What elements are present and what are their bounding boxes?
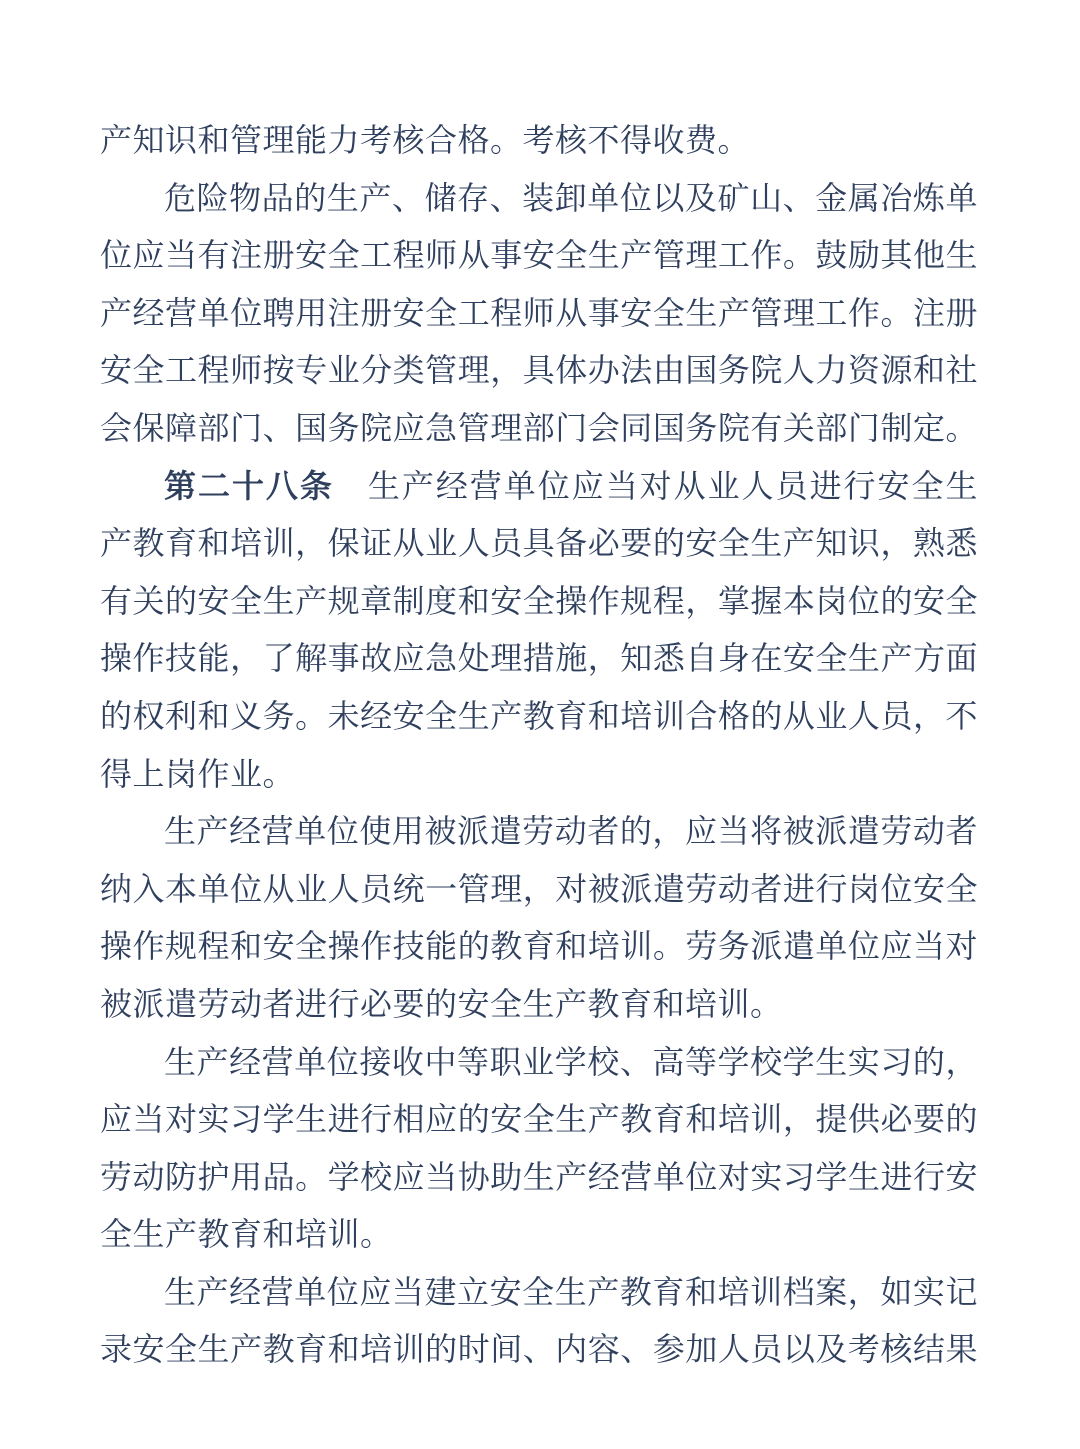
text-run: 产知识和管理能力考核合格。考核不得收费。 — [100, 122, 751, 158]
text-line — [100, 688, 978, 746]
text-line — [100, 515, 978, 573]
article-number: 第二十八条 — [164, 467, 334, 504]
text-run: 全生产教育和培训。 — [100, 1216, 393, 1253]
text-line — [100, 746, 978, 804]
text-line — [100, 976, 978, 1034]
text-run: 危险物品的生产、储存、装卸单位以及矿山、金属冶炼单 — [164, 179, 978, 216]
text-run: 被派遣劳动者进行必要的安全生产教育和培训。 — [100, 985, 783, 1022]
text-run: 操作技能，了解事故应急处理措施，知悉自身在安全生产方面 — [100, 640, 978, 677]
text-run: 会保障部门、国务院应急管理部门会同国务院有关部门制定。 — [100, 409, 978, 446]
text-line — [100, 861, 978, 919]
text-run: 生产经营单位应当建立安全生产教育和培训档案，如实记 — [164, 1273, 978, 1310]
text-run: 生产经营单位应当对从业人员进行安全生 — [333, 467, 978, 504]
text-line — [100, 112, 978, 170]
text-run: 产经营单位聘用注册安全工程师从事安全生产管理工作。注册 — [100, 294, 978, 331]
text-run: 生产经营单位使用被派遣劳动者的，应当将被派遣劳动者 — [164, 813, 978, 850]
text-run: 操作规程和安全操作技能的教育和培训。劳务派遣单位应当对 — [100, 928, 978, 965]
text-run: 有关的安全生产规章制度和安全操作规程，掌握本岗位的安全 — [100, 582, 978, 619]
text-line — [100, 1264, 978, 1322]
text-run: 产教育和培训，保证从业人员具备必要的安全生产知识，熟悉 — [100, 525, 978, 562]
text-run: 录安全生产教育和培训的时间、内容、参加人员以及考核结果 — [100, 1331, 978, 1368]
text-line — [100, 400, 978, 458]
text-line — [100, 458, 978, 516]
text-run: 应当对实习学生进行相应的安全生产教育和培训，提供必要的 — [100, 1101, 978, 1138]
text-line — [100, 573, 978, 631]
text-run: 劳动防护用品。学校应当协助生产经营单位对实习学生进行安 — [100, 1158, 978, 1195]
text-run: 位应当有注册安全工程师从事安全生产管理工作。鼓励其他生 — [100, 237, 978, 274]
text-line — [100, 803, 978, 861]
text-line — [100, 285, 978, 343]
text-line — [100, 170, 978, 228]
text-line — [100, 1149, 978, 1207]
text-line — [100, 1321, 978, 1379]
text-line — [100, 342, 978, 400]
text-line — [100, 1206, 978, 1264]
text-line — [100, 1091, 978, 1149]
text-run: 得上岗作业。 — [100, 755, 296, 792]
text-run: 纳入本单位从业人员统一管理，对被派遣劳动者进行岗位安全 — [100, 870, 978, 907]
text-line — [100, 918, 978, 976]
text-run: 生产经营单位接收中等职业学校、高等学校学生实习的， — [164, 1043, 978, 1080]
text-run: 安全工程师按专业分类管理，具体办法由国务院人力资源和社 — [100, 352, 978, 389]
text-run: 的权利和义务。未经安全生产教育和培训合格的从业人员，不 — [100, 697, 978, 734]
text-line — [100, 1034, 978, 1092]
legal-text-body — [100, 112, 978, 1379]
text-line — [100, 630, 978, 688]
text-line — [100, 227, 978, 285]
